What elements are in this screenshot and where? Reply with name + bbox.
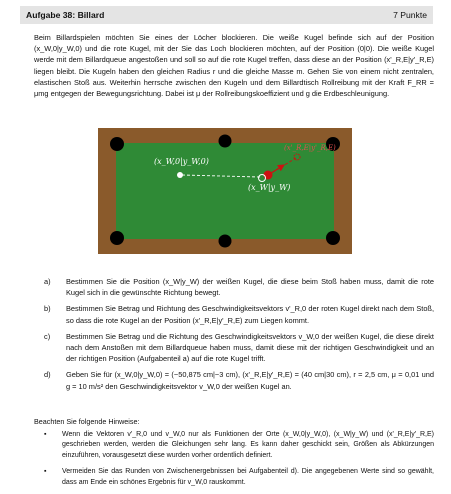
hint-item: [44, 467, 434, 488]
question-text: Bestimmen Sie Betrag und Richtung des Geschwindigkeitsvektors v'_R,0 der roten Kugel direkt nach dem Stoß, so dass die rote Kugel an der Position (x'_R,E|y'_R,E) zum Liegen kommt.: [66, 304, 434, 325]
target-position-label: (x'_R,E|y'_R,E): [284, 144, 336, 152]
exercise-header: [20, 6, 433, 24]
table-felt: [116, 143, 334, 239]
question-text: Geben Sie für (x_W,0|y_W,0) = (−50,875 cm|−3 cm), (x'_R,E|y'_R,E) = (40 cm|30 cm), r = 2,5 cm, μ = 0,01 und g = 10 m/s² den Geschwindigkeitsvektor v_W,0 der weißen Kugel an.: [66, 370, 434, 391]
question-text: Bestimmen Sie Betrag und die Richtung des Geschwindigkeitsvektors v_W,0 der weißen Kugel, die diese direkt nach dem Anstoßen mit dem Billardqueue haben muss, damit diese mit der richtigen Geschwindigkeit und an der richtigen Position (Aufgabenteil a) auf die rote Kugel trifft.: [66, 331, 434, 364]
white-contact-label: (x_W|y_W): [248, 183, 291, 192]
question-b: [44, 303, 434, 325]
white-ball: [177, 172, 183, 178]
red-ball: [264, 171, 273, 180]
question-label: d): [44, 370, 51, 380]
question-label: a): [44, 277, 51, 286]
question-c: [44, 331, 434, 365]
pocket-top-middle: [219, 135, 232, 148]
question-list: [44, 276, 434, 397]
pocket-bottom-left: [110, 231, 124, 245]
question-text: Bestimmen Sie die Position (x_W|y_W) der weißen Kugel, die diese beim Stoß haben muss, damit die rote Kugel sich in die gewünschte Richtung bewegt.: [66, 277, 434, 298]
hints-heading: Beachten Sie folgende Hinweise:: [34, 417, 140, 426]
hint-text: Wenn die Vektoren v'_R,0 und v_W,0 nur als Funktionen der Orte (x_W,0|y_W,0), (x_W|y_W) und (x'_R,E|y'_R,E) geschrieben werden, werden die Gleichungen sehr lang. Es kann daher geschickt sein, Größen als Abkürzungen einzuführen, vorausgesetzt diese wurden vorher ordentlich definiert.: [62, 431, 434, 459]
bullet-icon: ▪: [44, 431, 47, 438]
question-label: c): [44, 331, 51, 341]
billiard-table-figure: [98, 128, 352, 254]
pocket-bottom-right: [326, 231, 340, 245]
question-a: [44, 276, 434, 298]
pocket-top-left: [110, 137, 124, 151]
pocket-bottom-middle: [219, 235, 232, 248]
bullet-icon: ▪: [44, 468, 47, 476]
exercise-title: Aufgabe 38: Billard: [26, 10, 105, 20]
intro-paragraph: Beim Billardspielen möchten Sie eines der Löcher blockieren. Die weiße Kugel befinde sich auf der Position (x_W,0|y_W,0) und die rote Kugel, mit der Sie das Loch blockieren möchten, auf der Position (0|0). Die weiße Kugel werde mit dem Billardqueue angestoßen und soll so auf die rote Kugel treffen, dass diese an der Position (x'_R,E|y'_R,E) liegen bleibt. Die Kugeln haben den gleichen Radius r und die gleiche Masse m. Gehen Sie von einem nicht zentralen, elastischen Stoß aus. Weiterhin herrsche zwischen den Kugeln und dem Billardtisch Rollreibung mit der Kraft F_RR = μmg entgegen der Bewegungsrichtung. Dabei ist μ der Rollreibungskoeffizient und g die Erdbeschleunigung.: [34, 33, 434, 99]
hint-list: [44, 430, 434, 494]
points-label: 7 Punkte: [393, 10, 427, 20]
hint-item: [44, 430, 434, 461]
hint-text: Vermeiden Sie das Runden von Zwischenergebnissen bei Aufgabenteil d). Die angegebenen Werte sind so gewählt, dass am Ende ein schönes Ergebnis für v_W,0 rauskommt.: [62, 468, 434, 486]
white-start-label: (x_W,0|y_W,0): [154, 157, 209, 166]
question-label: b): [44, 304, 51, 314]
question-d: [44, 369, 434, 391]
